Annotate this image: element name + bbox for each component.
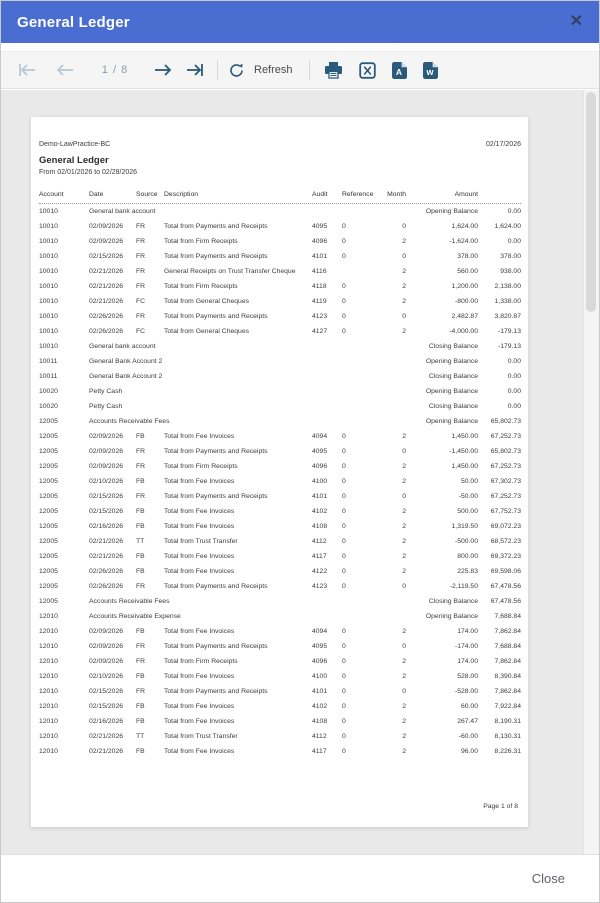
export-pdf-button[interactable] <box>390 60 409 81</box>
column-header-month: Month <box>387 191 406 198</box>
report-preview-area <box>1 90 599 854</box>
report-title: General Ledger <box>39 155 109 166</box>
vertical-scrollbar[interactable] <box>583 90 599 854</box>
column-header-balance <box>478 191 521 199</box>
table-row: 10010 02/26/2026 FC Total from General Cheques 4127 0 2 -4,000.00 -179.13 <box>39 328 521 335</box>
printer-icon <box>324 62 343 79</box>
first-page-button[interactable] <box>15 61 39 79</box>
report-toolbar <box>1 51 599 89</box>
table-row: 12005 02/10/2026 FB Total from Fee Invoices 4100 0 2 50.00 67,302.73 <box>39 478 521 485</box>
table-row: 12005 02/15/2026 FB Total from Fee Invoices 4102 0 2 500.00 67,752.73 <box>39 508 521 515</box>
previous-page-button[interactable] <box>53 61 77 79</box>
column-header-audit: Audit <box>312 191 328 198</box>
page-title: General Ledger <box>17 13 130 31</box>
table-row: 12005 Accounts Receivable Fees Opening Balance 65,802.73 <box>39 418 521 425</box>
table-row: 12010 02/09/2026 FR Total from Payments and Receipts 4095 0 0 -174.00 7,688.84 <box>39 643 521 650</box>
next-page-icon <box>153 63 173 77</box>
table-header <box>39 191 521 204</box>
report-date: 02/17/2026 <box>485 141 521 148</box>
column-header-amount: Amount <box>454 191 478 198</box>
column-header-source: Source <box>136 191 158 198</box>
pdf-file-icon <box>392 62 407 79</box>
svg-text:A: A <box>395 66 402 77</box>
first-page-icon <box>17 63 37 77</box>
report-date-range: From 02/01/2026 to 02/28/2026 <box>39 169 138 176</box>
table-row: 10010 02/15/2026 FR Total from Payments and Receipts 4101 0 0 378.00 378.00 <box>39 253 521 260</box>
dialog-footer <box>1 854 599 902</box>
table-row: 12010 02/21/2026 TT Total from Trust Transfer 4112 0 2 -60.00 8,130.31 <box>39 733 521 740</box>
table-row: 10010 02/09/2026 FR Total from Firm Receipts 4096 0 2 -1,624.00 0.00 <box>39 238 521 245</box>
table-row: 12005 02/09/2026 FB Total from Fee Invoices 4094 0 2 1,450.00 67,252.73 <box>39 433 521 440</box>
previous-page-icon <box>55 63 75 77</box>
table-row: 12005 02/21/2026 FB Total from Fee Invoices 4117 0 2 800.00 69,372.23 <box>39 553 521 560</box>
column-header-account: Account <box>39 191 64 198</box>
print-button[interactable] <box>322 60 345 81</box>
column-header-reference: Reference <box>342 191 374 198</box>
table-row: 10010 02/21/2026 FR General Receipts on Trust Transfer Cheque 4116 2 560.00 938.00 <box>39 268 521 275</box>
report-page <box>31 117 528 827</box>
column-header-description: Description <box>164 191 198 198</box>
table-row: 12010 02/16/2026 FB Total from Fee Invoices 4108 0 2 267.47 8,190.31 <box>39 718 521 725</box>
table-row: 12010 02/10/2026 FB Total from Fee Invoices 4100 0 2 528.00 8,390.84 <box>39 673 521 680</box>
table-row: 12005 02/16/2026 FB Total from Fee Invoices 4108 0 2 1,319.50 69,072.23 <box>39 523 521 530</box>
close-icon[interactable]: ✕ <box>569 13 583 30</box>
close-button[interactable]: Close <box>526 870 571 887</box>
table-row: 10010 02/09/2026 FR Total from Payments and Receipts 4095 0 0 1,624.00 1,624.00 <box>39 223 521 230</box>
table-row: 10020 Petty Cash Opening Balance 0.00 <box>39 388 521 395</box>
scrollbar-thumb[interactable] <box>586 92 596 312</box>
column-header-date: Date <box>89 191 104 198</box>
report-page-number: Page 1 of 8 <box>483 803 518 810</box>
word-file-icon <box>423 62 438 79</box>
toolbar-divider <box>217 60 218 80</box>
report-company: Demo-LawPractice-BC <box>39 141 111 148</box>
table-row: 12005 02/09/2026 FR Total from Payments and Receipts 4095 0 0 -1,450.00 65,802.73 <box>39 448 521 455</box>
table-row: 12005 02/09/2026 FR Total from Firm Receipts 4096 0 2 1,450.00 67,252.73 <box>39 463 521 470</box>
export-excel-button[interactable] <box>357 60 378 81</box>
table-row: 12010 02/15/2026 FR Total from Payments and Receipts 4101 0 0 -528.00 7,862.84 <box>39 688 521 695</box>
refresh-icon <box>228 62 245 79</box>
last-page-icon <box>185 63 205 77</box>
table-row: 10010 02/21/2026 FR Total from Firm Receipts 4118 0 2 1,200.00 2,138.00 <box>39 283 521 290</box>
table-row: 12010 02/15/2026 FB Total from Fee Invoices 4102 0 2 60.00 7,922.84 <box>39 703 521 710</box>
toolbar-divider <box>309 60 310 80</box>
table-row: 12005 02/21/2026 TT Total from Trust Transfer 4112 0 2 -500.00 68,572.23 <box>39 538 521 545</box>
page-indicator: 1 / 8 <box>101 64 129 76</box>
table-row: 12010 02/09/2026 FB Total from Fee Invoices 4094 0 2 174.00 7,862.84 <box>39 628 521 635</box>
table-row: 10011 General Bank Account 2 Closing Balance 0.00 <box>39 373 521 380</box>
table-row: 10011 General Bank Account 2 Opening Balance 0.00 <box>39 358 521 365</box>
table-row: 12005 02/26/2026 FB Total from Fee Invoices 4122 0 2 225.83 69,598.06 <box>39 568 521 575</box>
report-rows <box>39 204 521 759</box>
next-page-button[interactable] <box>151 61 175 79</box>
table-row: 10010 02/26/2026 FR Total from Payments and Receipts 4123 0 0 2,482.87 3,820.87 <box>39 313 521 320</box>
table-row: 12005 02/26/2026 FR Total from Payments and Receipts 4123 0 0 -2,119.50 67,478.56 <box>39 583 521 590</box>
table-row: 10010 General bank account Closing Balance -179.13 <box>39 343 521 350</box>
excel-file-icon <box>359 62 376 79</box>
table-row: 12010 02/09/2026 FR Total from Firm Receipts 4096 0 2 174.00 7,862.84 <box>39 658 521 665</box>
table-row: 12010 02/21/2026 FB Total from Fee Invoices 4117 0 2 96.00 8,226.31 <box>39 748 521 755</box>
dialog-titlebar <box>1 1 599 43</box>
refresh-button[interactable] <box>226 60 247 81</box>
table-row: 10010 02/21/2026 FC Total from General Cheques 4119 0 2 -800.00 1,338.00 <box>39 298 521 305</box>
table-row: 12005 Accounts Receivable Fees Closing Balance 67,478.56 <box>39 598 521 605</box>
table-row: 10020 Petty Cash Closing Balance 0.00 <box>39 403 521 410</box>
last-page-button[interactable] <box>183 61 207 79</box>
svg-text:w: w <box>426 66 434 77</box>
table-row: 12010 Accounts Receivable Expense Opening Balance 7,688.84 <box>39 613 521 620</box>
table-row: 10010 General bank account Opening Balance 0.00 <box>39 208 521 215</box>
export-word-button[interactable] <box>421 60 440 81</box>
table-row: 12005 02/15/2026 FR Total from Payments and Receipts 4101 0 0 -50.00 67,252.73 <box>39 493 521 500</box>
refresh-label[interactable]: Refresh <box>254 64 293 76</box>
